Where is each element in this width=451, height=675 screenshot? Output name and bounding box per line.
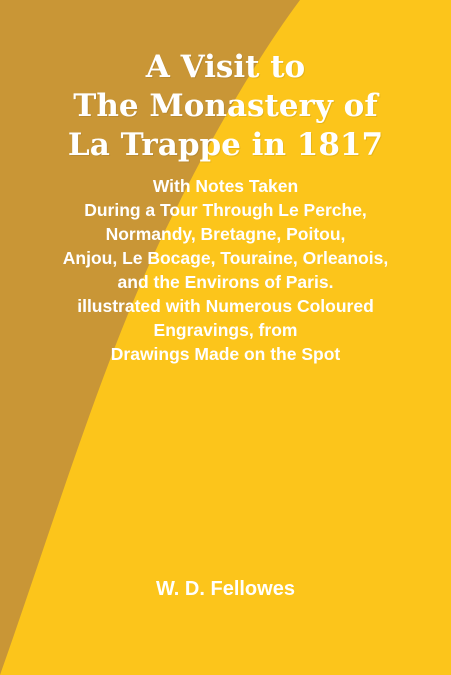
title-line: La Trappe in 1817: [67, 127, 384, 163]
title-line: The Monastery of: [73, 88, 378, 124]
subtitle-line: Drawings Made on the Spot: [110, 344, 341, 364]
book-author: W. D. Fellowes: [156, 578, 295, 600]
book-title: [0, 48, 451, 165]
title-line: A Visit to: [145, 49, 306, 85]
subtitle-line: Normandy, Bretagne, Poitou,: [105, 224, 346, 244]
subtitle-line: With Notes Taken: [152, 176, 299, 196]
subtitle-line: Anjou, Le Bocage, Touraine, Orleanois,: [62, 248, 389, 268]
subtitle-line: During a Tour Through Le Perche,: [84, 200, 367, 220]
subtitle-line: illustrated with Numerous Coloured: [77, 296, 374, 316]
subtitle-line: Engravings, from: [153, 320, 298, 340]
book-subtitle: [0, 174, 451, 366]
subtitle-line: and the Environs of Paris.: [117, 272, 334, 292]
